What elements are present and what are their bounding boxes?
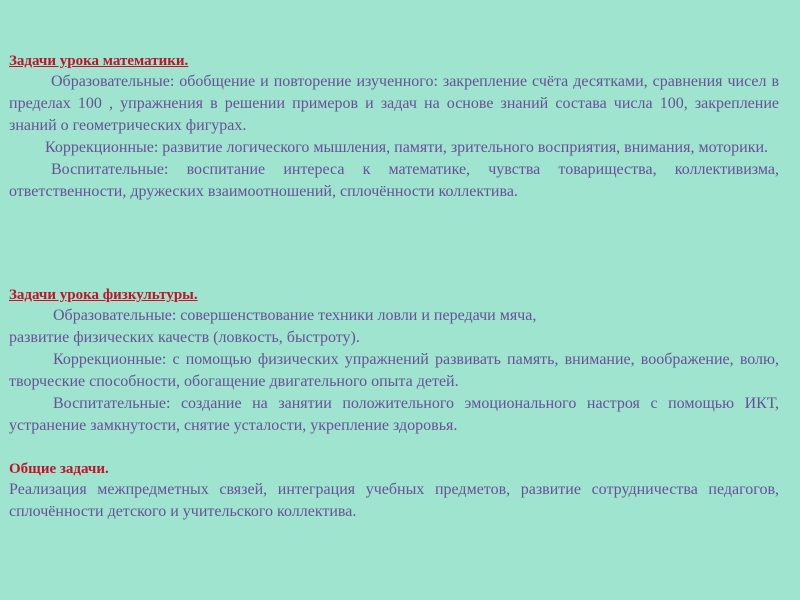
pe-tasks-heading: Задачи урока физкультуры. xyxy=(9,287,198,303)
pe-upbringing-text: Воспитательные: создание на занятии положительного эмоционального настроя с помощью ИКТ, устранение замкнутости, снятие усталости, укрепление здоровья. xyxy=(9,395,779,434)
math-section xyxy=(9,52,779,203)
common-tasks-text: Реализация межпредметных связей, интеграция учебных предметов, развитие сотрудничества педагогов, сплочённости детского и учительского коллектива. xyxy=(9,481,779,520)
math-educational-text: Образовательные: обобщение и повторение изученного: закрепление счёта десятками, сравнения чисел в пределах 100 , упражнения в решении примеров и задач на основе знаний состава числа 100, закрепление знаний о геометрических фигурах. xyxy=(9,73,779,134)
pe-educational-line2: развитие физических качеств (ловкость, быстроту). xyxy=(9,329,360,346)
pe-correctional-text: Коррекционные: с помощью физических упражнений развивать память, внимание, воображение, волю, творческие способности, обогащение двигательного опыта детей. xyxy=(9,351,779,390)
math-tasks-heading: Задачи урока математики. xyxy=(9,53,189,69)
math-correctional-text: Коррекционные: развитие логического мышления, памяти, зрительного восприятия, внимания, моторики. xyxy=(45,139,769,156)
common-section xyxy=(9,460,779,523)
common-tasks-heading: Общие задачи. xyxy=(9,461,109,477)
math-upbringing-text: Воспитательные: воспитание интереса к математике, чувства товарищества, коллективизма, ответственности, дружеских взаимоотношений, сплочённости коллектива. xyxy=(9,161,779,200)
pe-section xyxy=(9,286,779,437)
pe-educational-line1: Образовательные: совершенствование техники ловли и передачи мяча, xyxy=(53,307,537,324)
